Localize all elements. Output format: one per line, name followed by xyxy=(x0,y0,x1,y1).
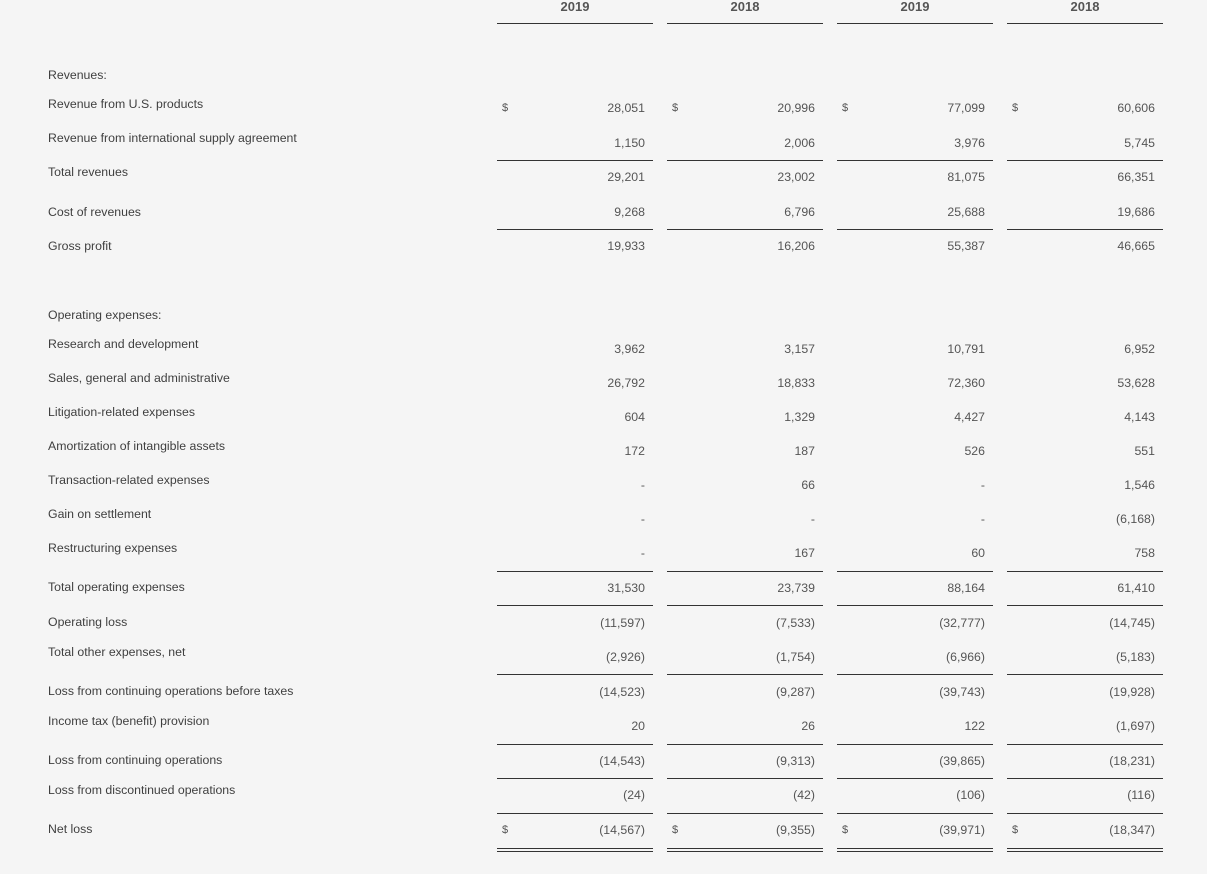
row-label-gross-profit: Gross profit xyxy=(48,239,112,253)
value-cell-total-operating-expenses-col2: 23,739 xyxy=(777,581,815,595)
value-cell-cost-of-revenues-col2: 6,796 xyxy=(784,205,815,219)
rule-line xyxy=(837,744,993,745)
value-cell-operating-loss-col2: (7,533) xyxy=(776,616,815,630)
value-cell-total-other-expenses-net-col2: (1,754) xyxy=(776,650,815,664)
value-cell-research-and-development-col2: 3,157 xyxy=(784,342,815,356)
row-label-operating-loss: Operating loss xyxy=(48,615,128,629)
value-cell-sales-general-and-administrative-col1: 26,792 xyxy=(607,376,645,390)
value-cell-litigation-related-expenses-col3: 4,427 xyxy=(954,410,985,424)
row-label-sales-general-and-administrative: Sales, general and administrative xyxy=(48,371,230,385)
value-cell-gross-profit-col2: 16,206 xyxy=(777,239,815,253)
value-cell-total-operating-expenses-col3: 88,164 xyxy=(947,581,985,595)
value-cell-gross-profit-col3: 55,387 xyxy=(947,239,985,253)
row-label-net-loss: Net loss xyxy=(48,822,93,836)
rule-line xyxy=(837,605,993,606)
row-label-revenue-from-international-supply-agreement: Revenue from international supply agreement xyxy=(48,131,297,145)
currency-symbol: $ xyxy=(1012,824,1019,836)
currency-symbol: $ xyxy=(672,102,679,114)
value-cell-total-other-expenses-net-col3: (6,966) xyxy=(946,650,985,664)
value-cell-net-loss-col3: (39,971) xyxy=(939,823,985,837)
rule-line xyxy=(1007,744,1163,745)
value-cell-research-and-development-col4: 6,952 xyxy=(1124,342,1155,356)
section-label-revenues: Revenues: xyxy=(48,68,107,82)
row-label-transaction-related-expenses: Transaction-related expenses xyxy=(48,473,210,487)
value-cell-loss-from-continuing-operations-before-taxes-col3: (39,743) xyxy=(939,685,985,699)
value-cell-amortization-of-intangible-assets-col3: 526 xyxy=(964,444,985,458)
rule-line xyxy=(497,23,653,24)
rule-line xyxy=(497,229,653,230)
rule-line xyxy=(837,813,993,814)
value-cell-net-loss-col2: (9,355) xyxy=(776,823,815,837)
column-header-2018-a: 2018 xyxy=(730,0,760,14)
currency-symbol: $ xyxy=(1012,102,1019,114)
rule-line xyxy=(837,160,993,161)
value-cell-loss-from-continuing-operations-col4: (18,231) xyxy=(1109,754,1155,768)
rule-line xyxy=(837,778,993,779)
rule-line xyxy=(497,778,653,779)
row-label-revenue-from-u-s-products: Revenue from U.S. products xyxy=(48,97,204,111)
rule-line xyxy=(667,23,823,24)
rule-line xyxy=(837,23,993,24)
value-cell-operating-loss-col1: (11,597) xyxy=(600,616,645,630)
rule-line xyxy=(1007,160,1163,161)
value-cell-net-loss-col4: (18,347) xyxy=(1109,823,1155,837)
rule-line xyxy=(667,778,823,779)
value-cell-revenue-from-international-supply-agreement-col1: 1,150 xyxy=(614,136,645,150)
value-cell-amortization-of-intangible-assets-col2: 187 xyxy=(794,444,815,458)
value-cell-revenue-from-international-supply-agreement-col4: 5,745 xyxy=(1124,136,1155,150)
rule-line xyxy=(667,571,823,572)
value-cell-gross-profit-col4: 46,665 xyxy=(1117,239,1155,253)
value-cell-cost-of-revenues-col3: 25,688 xyxy=(947,205,985,219)
row-label-total-revenues: Total revenues xyxy=(48,165,128,179)
value-cell-cost-of-revenues-col1: 9,268 xyxy=(614,205,645,219)
value-cell-sales-general-and-administrative-col2: 18,833 xyxy=(777,376,815,390)
value-cell-revenue-from-u-s-products-col2: 20,996 xyxy=(777,101,815,115)
row-label-cost-of-revenues: Cost of revenues xyxy=(48,205,141,219)
currency-symbol: $ xyxy=(502,824,509,836)
value-cell-loss-from-continuing-operations-before-taxes-col1: (14,523) xyxy=(599,685,645,699)
rule-line xyxy=(667,674,823,675)
double-rule-line xyxy=(837,848,993,852)
value-cell-transaction-related-expenses-col4: 1,546 xyxy=(1124,478,1155,492)
value-cell-research-and-development-col1: 3,962 xyxy=(614,342,645,356)
value-cell-sales-general-and-administrative-col4: 53,628 xyxy=(1117,376,1155,390)
rule-line xyxy=(1007,605,1163,606)
value-cell-litigation-related-expenses-col4: 4,143 xyxy=(1124,410,1155,424)
rule-line xyxy=(667,229,823,230)
row-label-litigation-related-expenses: Litigation-related expenses xyxy=(48,405,195,419)
value-cell-litigation-related-expenses-col1: 604 xyxy=(624,410,645,424)
row-label-amortization-of-intangible-assets: Amortization of intangible assets xyxy=(48,439,226,453)
rule-line xyxy=(667,813,823,814)
currency-symbol: $ xyxy=(842,824,849,836)
currency-symbol: $ xyxy=(842,102,849,114)
value-cell-transaction-related-expenses-col2: 66 xyxy=(801,478,815,492)
value-cell-income-tax-benefit-provision-col3: 122 xyxy=(964,719,985,733)
rule-line xyxy=(667,605,823,606)
value-cell-total-other-expenses-net-col1: (2,926) xyxy=(606,650,645,664)
value-cell-total-operating-expenses-col1: 31,530 xyxy=(607,581,645,595)
value-cell-revenue-from-international-supply-agreement-col2: 2,006 xyxy=(784,136,815,150)
row-label-gain-on-settlement: Gain on settlement xyxy=(48,507,152,521)
rule-line xyxy=(1007,23,1163,24)
value-cell-operating-loss-col4: (14,745) xyxy=(1109,616,1155,630)
value-cell-income-tax-benefit-provision-col1: 20 xyxy=(631,719,645,733)
currency-symbol: $ xyxy=(672,824,679,836)
row-label-income-tax-benefit-provision: Income tax (benefit) provision xyxy=(48,714,210,728)
value-cell-loss-from-discontinued-operations-col4: (116) xyxy=(1127,788,1155,802)
value-cell-amortization-of-intangible-assets-col1: 172 xyxy=(624,444,645,458)
rule-line xyxy=(1007,778,1163,779)
rule-line xyxy=(497,813,653,814)
value-cell-total-revenues-col3: 81,075 xyxy=(947,170,985,184)
currency-symbol: $ xyxy=(502,102,509,114)
rule-line xyxy=(497,571,653,572)
double-rule-line xyxy=(1007,848,1163,852)
row-label-restructuring-expenses: Restructuring expenses xyxy=(48,541,178,555)
value-cell-total-revenues-col2: 23,002 xyxy=(777,170,815,184)
value-cell-gain-on-settlement-col2: - xyxy=(810,512,815,526)
row-label-loss-from-continuing-operations-before-taxes: Loss from continuing operations before taxes xyxy=(48,684,294,698)
value-cell-loss-from-continuing-operations-before-taxes-col2: (9,287) xyxy=(776,685,815,699)
value-cell-revenue-from-international-supply-agreement-col3: 3,976 xyxy=(954,136,985,150)
value-cell-restructuring-expenses-col4: 758 xyxy=(1134,546,1155,560)
rule-line xyxy=(497,160,653,161)
value-cell-gain-on-settlement-col3: - xyxy=(980,512,985,526)
row-label-total-operating-expenses: Total operating expenses xyxy=(48,580,185,594)
value-cell-loss-from-continuing-operations-col1: (14,543) xyxy=(599,754,645,768)
value-cell-litigation-related-expenses-col2: 1,329 xyxy=(784,410,815,424)
double-rule-line xyxy=(497,848,653,852)
value-cell-transaction-related-expenses-col3: - xyxy=(980,478,985,492)
row-label-loss-from-continuing-operations: Loss from continuing operations xyxy=(48,753,223,767)
rule-line xyxy=(837,674,993,675)
value-cell-cost-of-revenues-col4: 19,686 xyxy=(1117,205,1155,219)
value-cell-total-revenues-col1: 29,201 xyxy=(607,170,645,184)
column-header-2019-a: 2019 xyxy=(560,0,590,14)
value-cell-sales-general-and-administrative-col3: 72,360 xyxy=(947,376,985,390)
value-cell-gain-on-settlement-col1: - xyxy=(640,512,645,526)
row-label-research-and-development: Research and development xyxy=(48,337,199,351)
rule-line xyxy=(1007,674,1163,675)
value-cell-transaction-related-expenses-col1: - xyxy=(640,478,645,492)
value-cell-net-loss-col1: (14,567) xyxy=(599,823,645,837)
value-cell-research-and-development-col3: 10,791 xyxy=(947,342,985,356)
value-cell-restructuring-expenses-col3: 60 xyxy=(971,546,985,560)
rule-line xyxy=(837,571,993,572)
value-cell-operating-loss-col3: (32,777) xyxy=(939,616,985,630)
row-label-total-other-expenses-net: Total other expenses, net xyxy=(48,645,186,659)
value-cell-loss-from-discontinued-operations-col1: (24) xyxy=(623,788,645,802)
column-header-2018-b: 2018 xyxy=(1070,0,1100,14)
value-cell-revenue-from-u-s-products-col4: 60,606 xyxy=(1117,101,1155,115)
value-cell-restructuring-expenses-col1: - xyxy=(640,546,645,560)
value-cell-gain-on-settlement-col4: (6,168) xyxy=(1116,512,1155,526)
value-cell-revenue-from-u-s-products-col3: 77,099 xyxy=(947,101,985,115)
value-cell-income-tax-benefit-provision-col4: (1,697) xyxy=(1116,719,1155,733)
value-cell-total-other-expenses-net-col4: (5,183) xyxy=(1116,650,1155,664)
rule-line xyxy=(497,605,653,606)
column-header-2019-b: 2019 xyxy=(900,0,930,14)
rule-line xyxy=(1007,813,1163,814)
rule-line xyxy=(497,674,653,675)
value-cell-loss-from-continuing-operations-before-taxes-col4: (19,928) xyxy=(1109,685,1155,699)
row-label-loss-from-discontinued-operations: Loss from discontinued operations xyxy=(48,783,236,797)
rule-line xyxy=(497,744,653,745)
rule-line xyxy=(837,229,993,230)
value-cell-total-revenues-col4: 66,351 xyxy=(1117,170,1155,184)
value-cell-amortization-of-intangible-assets-col4: 551 xyxy=(1134,444,1155,458)
value-cell-revenue-from-u-s-products-col1: 28,051 xyxy=(607,101,645,115)
value-cell-income-tax-benefit-provision-col2: 26 xyxy=(801,719,815,733)
value-cell-loss-from-discontinued-operations-col2: (42) xyxy=(793,788,815,802)
value-cell-gross-profit-col1: 19,933 xyxy=(607,239,645,253)
double-rule-line xyxy=(667,848,823,852)
value-cell-loss-from-discontinued-operations-col3: (106) xyxy=(956,788,985,802)
rule-line xyxy=(1007,571,1163,572)
value-cell-loss-from-continuing-operations-col3: (39,865) xyxy=(939,754,985,768)
value-cell-restructuring-expenses-col2: 167 xyxy=(794,546,815,560)
rule-line xyxy=(667,744,823,745)
rule-line xyxy=(1007,229,1163,230)
value-cell-total-operating-expenses-col4: 61,410 xyxy=(1117,581,1155,595)
rule-line xyxy=(667,160,823,161)
section-label-operating-expenses: Operating expenses: xyxy=(48,308,162,322)
value-cell-loss-from-continuing-operations-col2: (9,313) xyxy=(776,754,815,768)
